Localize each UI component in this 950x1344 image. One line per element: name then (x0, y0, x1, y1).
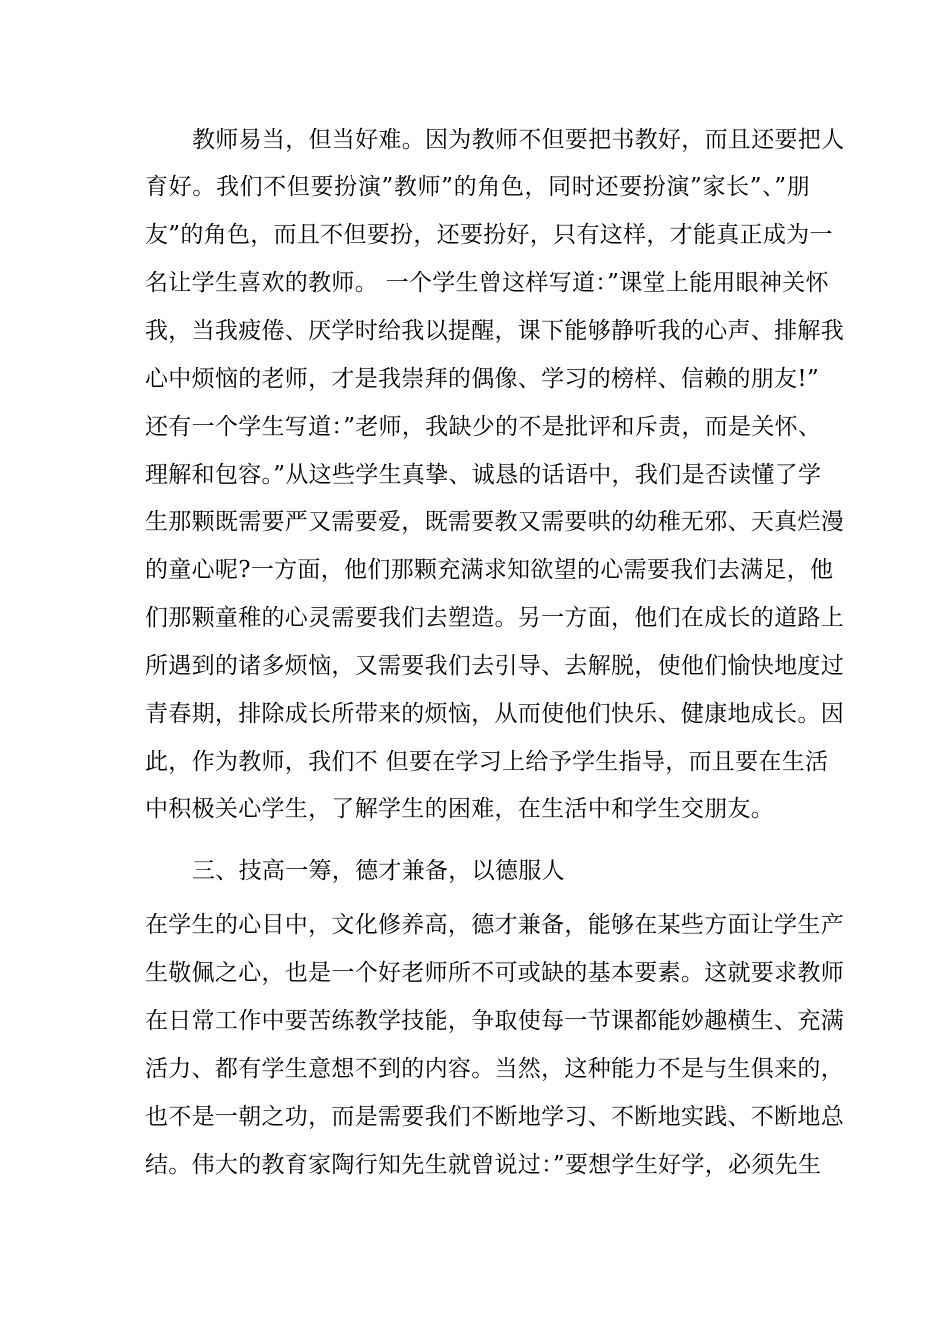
paragraph-1-line-13: 青春期，排除成长所带来的烦恼，从而使他们快乐、健康地成长。因 (145, 701, 844, 727)
paragraph-2-line-3: 在日常工作中要苦练教学技能，争取使每一节课都能妙趣横生、充满 (145, 1008, 844, 1034)
paragraph-1-line-6: 心中烦恼的老师，才是我崇拜的偶像、学习的榜样、信赖的朋友!” (145, 366, 820, 392)
paragraph-1-line-5: 我，当我疲倦、厌学时给我以提醒，课下能够静听我的心声、排解我 (145, 318, 844, 344)
paragraph-1-line-12: 所遇到的诸多烦恼，又需要我们去引导、去解脱，使他们愉快地度过 (145, 653, 844, 679)
paragraph-1-line-10: 的童心呢?一方面，他们那颗充满求知欲望的心需要我们去满足，他 (145, 557, 834, 583)
paragraph-1-line-11: 们那颗童稚的心灵需要我们去塑造。另一方面，他们在成长的道路上 (145, 605, 844, 631)
paragraph-1-line-2: 育好。我们不但要扮演”教师”的角色，同时还要扮演”家长”、”朋 (145, 174, 810, 200)
paragraph-1-line-9: 生那颗既需要严又需要爱，既需要教又需要哄的幼稚无邪、天真烂漫 (145, 509, 844, 535)
paragraph-1-line-4: 名让学生喜欢的教师。 一个学生曾这样写道：”课堂上能用眼神关怀 (145, 270, 829, 296)
paragraph-1-line-15: 中积极关心学生，了解学生的困难，在生活中和学生交朋友。 (145, 796, 775, 822)
paragraph-1-line-7: 还有一个学生写道：”老师，我缺少的不是批评和斥责，而是关怀、 (145, 414, 822, 440)
paragraph-1-line-1: 教师易当，但当好难。因为教师不但要把书教好，而且还要把人 (192, 127, 845, 153)
paragraph-2-line-5: 也不是一朝之功，而是需要我们不断地学习、不断地实践、不断地总 (145, 1104, 844, 1130)
paragraph-1-line-8: 理解和包容。”从这些学生真挚、诚恳的话语中，我们是否读懂了学 (145, 462, 822, 488)
paragraph-1-line-14: 此，作为教师，我们不 但要在学习上给予学生指导，而且要在生活 (145, 749, 829, 775)
paragraph-2-line-4: 活力、都有学生意想不到的内容。当然，这种能力不是与生俱来的， (145, 1056, 844, 1082)
paragraph-1-line-3: 友”的角色，而且不但要扮，还要扮好，只有这样，才能真正成为一 (145, 222, 833, 248)
section-heading: 三、技高一筹，德才兼备，以德服人 (192, 858, 565, 884)
paragraph-2-line-2: 生敬佩之心，也是一个好老师所不可或缺的基本要素。这就要求教师 (145, 960, 844, 986)
paragraph-2-line-6: 结。伟大的教育家陶行知先生就曾说过：”要想学生好学，必须先生 (145, 1152, 822, 1178)
paragraph-2-line-1: 在学生的心目中，文化修养高，德才兼备，能够在某些方面让学生产 (145, 912, 844, 938)
